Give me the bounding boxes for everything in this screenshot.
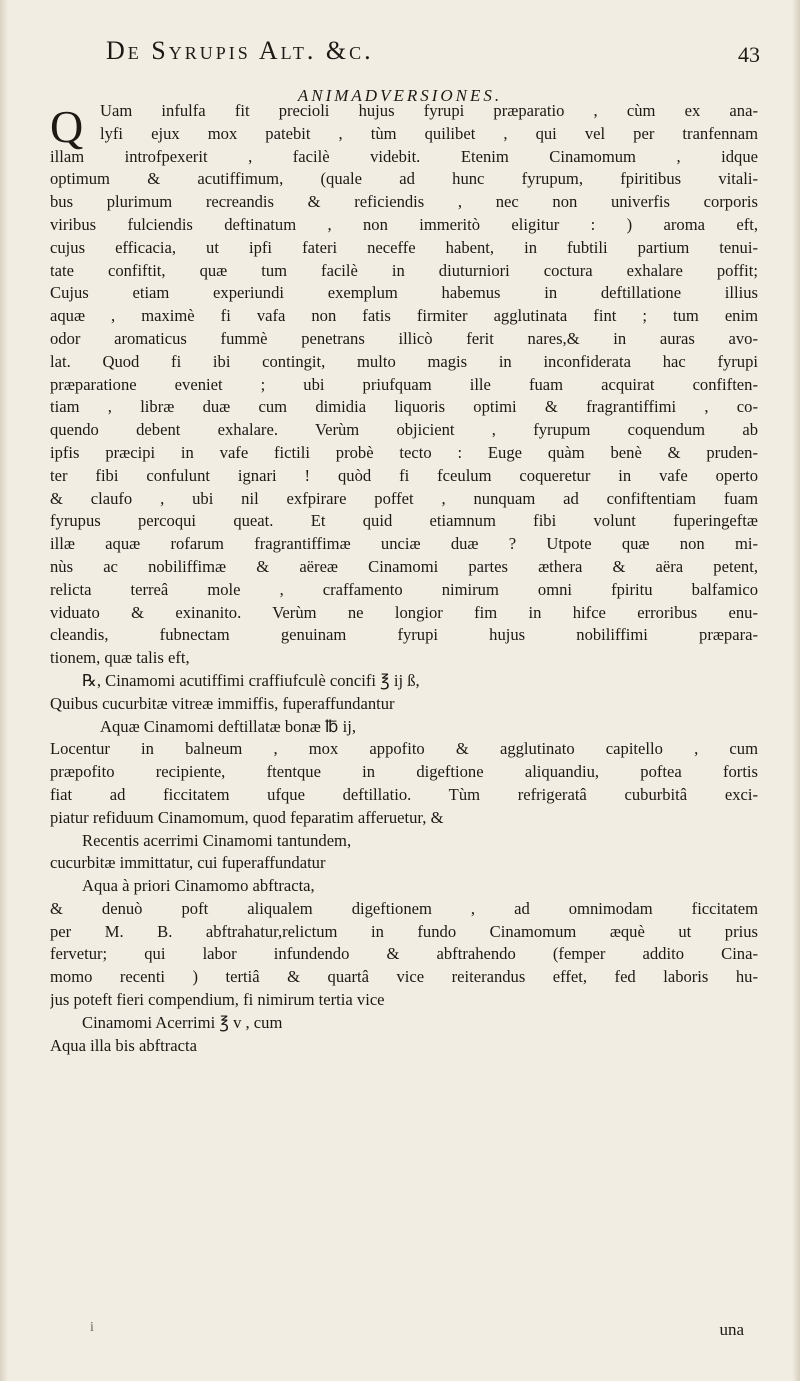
text-line: nùs ac nobiliffimæ & aëreæ Cinamomi partes æthera & aëra petent, xyxy=(50,556,758,576)
text-line: illæ aquæ rofarum fragrantiffimæ unciæ duæ ? Utpote quæ non mi- xyxy=(50,534,758,554)
text-line: per M. B. abftrahatur,relictum in fundo Cinamomum æquè ut prius xyxy=(50,921,758,941)
text-line: Cujus etiam experiundi exemplum habemus in deftillatione illius xyxy=(50,283,758,303)
recipe-line: Aqua à priori Cinamomo abftracta, xyxy=(82,876,315,896)
text-line: aquæ , maximè fi vafa non fatis firmiter agglutinata fint ; tum enim xyxy=(50,306,758,326)
text-line: lat. Quod fi ibi contingit, multo magis in inconfiderata hac fyrupi xyxy=(50,351,758,371)
text-line: fyrupus percoqui queat. Et quid etiamnum fibi volunt fuperingeftæ xyxy=(50,511,758,531)
text-line: tate confiftit, quæ tum facilè in diuturniori coctura exhalare poffit; xyxy=(50,260,758,280)
catchword: una xyxy=(719,1320,744,1339)
running-title: De Syrupis Alt. &c. xyxy=(106,36,374,65)
text-line: piatur refiduum Cinamomum, quod feparatim afferuetur, & xyxy=(50,807,444,827)
drop-cap: Q xyxy=(50,101,84,152)
text-line: quendo debent exhalare. Verùm objicient , fyrupum coquendum ab xyxy=(50,420,758,440)
text-line: Locentur in balneum , mox appofito & agglutinato capitello , cum xyxy=(50,739,758,759)
text-line: odor aromaticus fummè penetrans illicò ferit nares,& in auras avo- xyxy=(50,328,758,348)
stray-mark: i xyxy=(90,1320,94,1335)
body-text xyxy=(50,100,758,1057)
text-line: relicta terreâ mole , craffamento nimirum omni fpiritu balfamico xyxy=(50,579,758,599)
page-header xyxy=(106,28,766,72)
text-line: viduato & exinanito. Verùm ne longior fim in hifce erroribus enu- xyxy=(50,602,758,622)
section-heading: ANIMADVERSIONES. xyxy=(297,86,503,105)
text-line: & denuò poft aliqualem digeftionem , ad omnimodam ficcitatem xyxy=(50,898,758,918)
text-line: illam introfpexerit , facilè videbit. Etenim Cinamomum , idque xyxy=(50,146,758,166)
text-line: lyfi ejux mox patebit , tùm quilibet , qui vel per tranfennam xyxy=(100,123,758,143)
text-line: ter fibi confulunt ignari ! quòd fi fceulum coqueretur in vafe operto xyxy=(50,465,758,485)
recipe-line: Recentis acerrimi Cinamomi tantundem, xyxy=(82,830,352,850)
text-line: optimum & acutiffimum, (quale ad hunc fyrupum, fpiritibus vitali- xyxy=(50,169,758,189)
text-line: præpofito recipiente, ftentque in digeftione aliquandiu, poftea fortis xyxy=(50,762,758,782)
text-line: Uam infulfa fit precioli hujus fyrupi præparatio , cùm ex ana- xyxy=(100,101,758,120)
text-line: fervetur; qui labor infundendo & abftrahendo (femper addito Cina- xyxy=(50,944,758,964)
text-line: tionem, quæ talis eft, xyxy=(50,648,190,668)
page-edge-right xyxy=(792,0,800,1381)
text-line: jus poteft fieri compendium, fi nimirum tertia vice xyxy=(50,990,385,1010)
recipe-line: Aquæ Cinamomi deftillatæ bonæ ℔ ij, xyxy=(100,716,357,736)
text-line: præparatione eveniet ; ubi priufquam ille fuam acquirat confiften- xyxy=(50,374,758,394)
text-line: cleandis, fubnectam genuinam fyrupi hujus nobiliffimi præpara- xyxy=(50,625,758,645)
text-line: ipfis præcipi in vafe fictili probè tecto : Euge quàm benè & pruden- xyxy=(50,442,758,462)
text-line: cucurbitæ immittatur, cui fuperaffundatur xyxy=(50,853,326,873)
text-line: viribus fulciendis deftinatum , non immeritò eligitur : ) aroma eft, xyxy=(50,214,758,234)
recipe-line: Cinamomi Acerrimi ℥ v , cum xyxy=(82,1012,283,1032)
page-number: 43 xyxy=(738,42,760,67)
text-line: tiam , libræ duæ cum dimidia liquoris optimi & fragrantiffimi , co- xyxy=(50,397,758,417)
text-line: fiat ad ficcitatem ufque deftillatio. Tùm refrigeratâ cuburbitâ exci- xyxy=(50,784,758,804)
text-line: momo recenti ) tertiâ & quartâ vice reiterandus effet, fed laboris hu- xyxy=(50,967,758,987)
page-edge-left xyxy=(0,0,8,1381)
recipe-line: Aqua illa bis abftracta xyxy=(50,1035,197,1055)
recipe-line: Quibus cucurbitæ vitreæ immiffis, fuperaffundantur xyxy=(50,693,395,713)
text-line: cujus efficacia, ut ipfi fateri neceffe habent, in fubtili partium tenui- xyxy=(50,237,758,257)
recipe-line: ℞, Cinamomi acutiffimi craffiufculè concifi ℥ ij ß, xyxy=(82,670,420,690)
text-line: bus plurimum recreandis & reficiendis , nec non univerfis corporis xyxy=(50,192,758,212)
text-line: & claufo , ubi nil exfpirare poffet , nunquam ad confiftentiam fuam xyxy=(50,488,758,508)
